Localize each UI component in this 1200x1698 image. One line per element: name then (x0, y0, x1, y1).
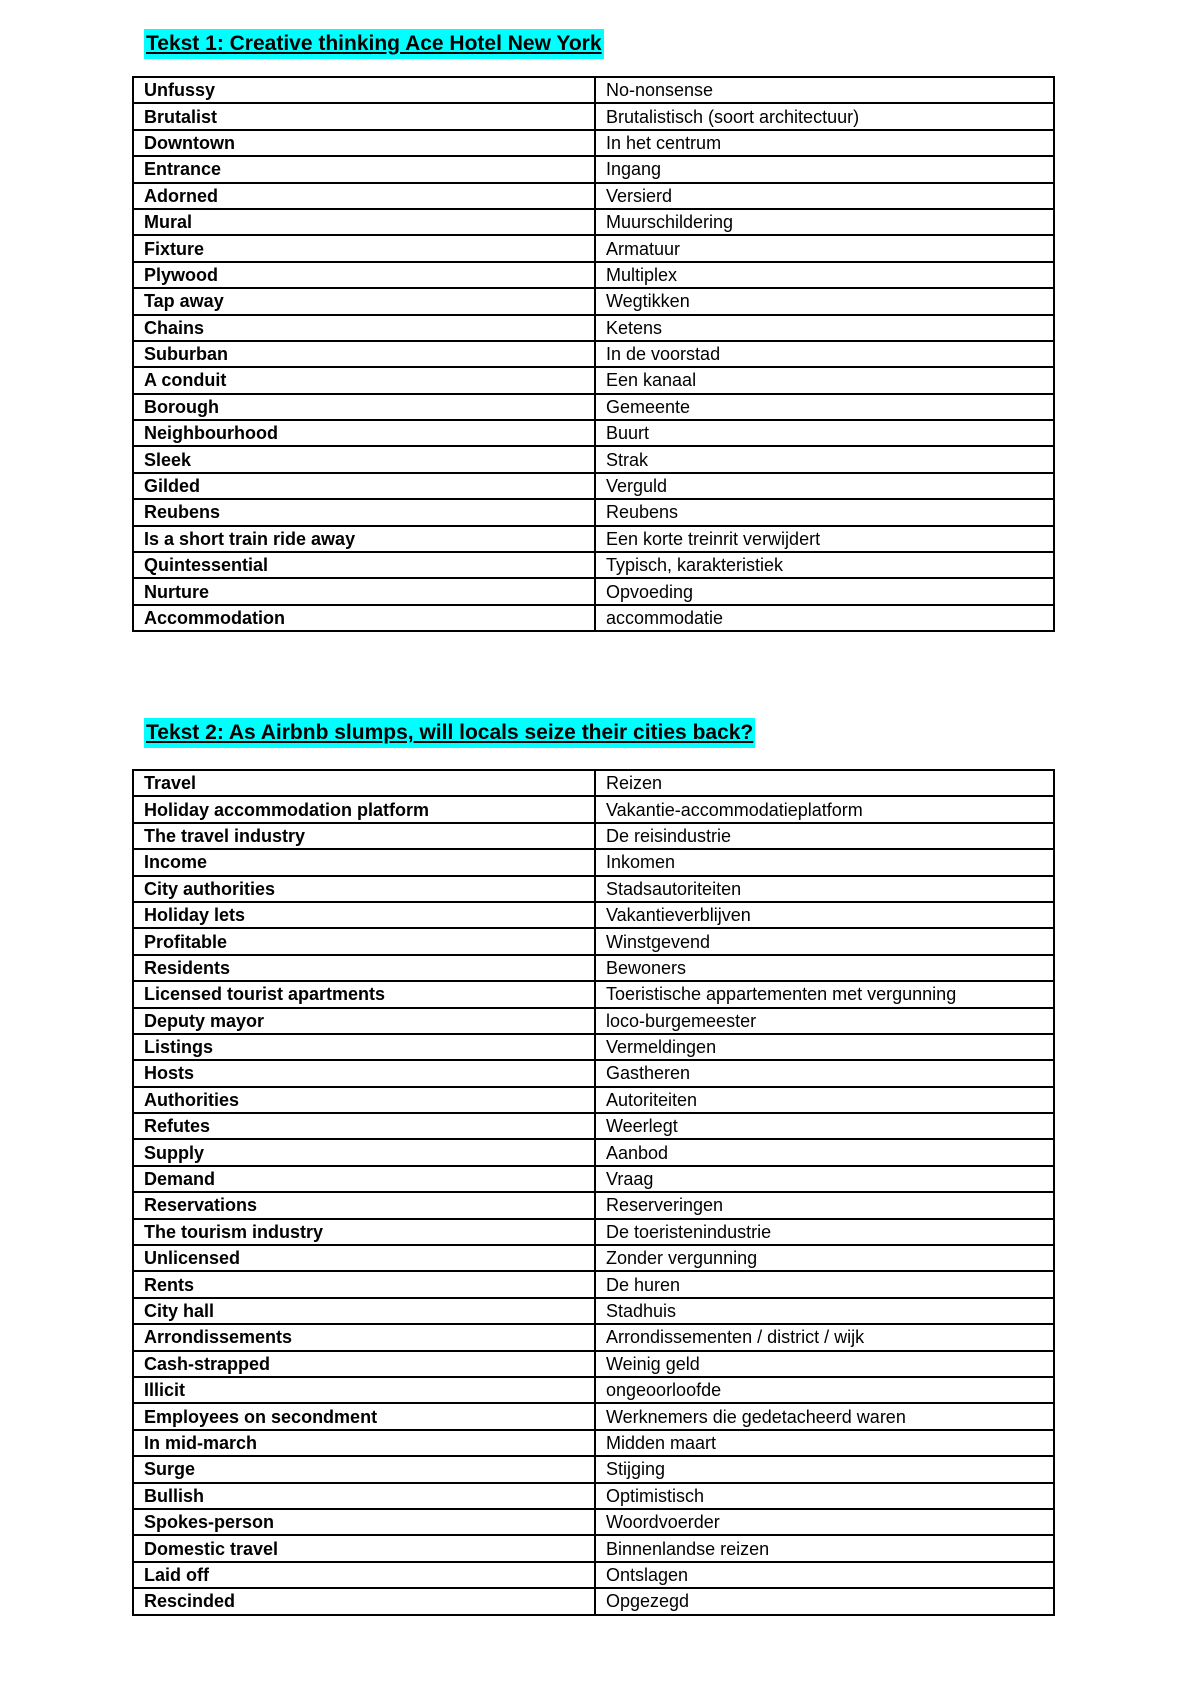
dutch-translation: Een korte treinrit verwijdert (595, 526, 1054, 552)
dutch-translation: accommodatie (595, 605, 1054, 631)
table-row (133, 394, 1054, 420)
table-row (133, 1113, 1054, 1139)
dutch-translation: Typisch, karakteristiek (595, 552, 1054, 578)
english-term: Refutes (133, 1113, 595, 1139)
english-term: Tap away (133, 288, 595, 314)
table-row (133, 770, 1054, 796)
table-row (133, 209, 1054, 235)
english-term: Illicit (133, 1377, 595, 1403)
english-term: Brutalist (133, 103, 595, 129)
table-row (133, 315, 1054, 341)
english-term: A conduit (133, 367, 595, 393)
table-row (133, 1192, 1054, 1218)
vocabulary-table-tekst-2 (132, 769, 1055, 1616)
vocabulary-table-tekst-1 (132, 76, 1055, 632)
dutch-translation: Woordvoerder (595, 1509, 1054, 1535)
dutch-translation: Strak (595, 446, 1054, 472)
english-term: Holiday lets (133, 902, 595, 928)
dutch-translation: Binnenlandse reizen (595, 1535, 1054, 1561)
table-row (133, 1324, 1054, 1350)
table-row (133, 1351, 1054, 1377)
english-term: Sleek (133, 446, 595, 472)
dutch-translation: Vraag (595, 1166, 1054, 1192)
dutch-translation: Multiplex (595, 262, 1054, 288)
english-term: Domestic travel (133, 1535, 595, 1561)
dutch-translation: Vakantie-accommodatieplatform (595, 796, 1054, 822)
table-row (133, 1456, 1054, 1482)
table-row (133, 1377, 1054, 1403)
dutch-translation: Buurt (595, 420, 1054, 446)
table-row (133, 1087, 1054, 1113)
dutch-translation: Weinig geld (595, 1351, 1054, 1377)
table-row (133, 605, 1054, 631)
table-row (133, 1166, 1054, 1192)
english-term: Rents (133, 1271, 595, 1297)
dutch-translation: Reizen (595, 770, 1054, 796)
section-title-tekst-2: Tekst 2: As Airbnb slumps, will locals seize their cities back? (144, 718, 755, 748)
english-term: Chains (133, 315, 595, 341)
dutch-translation: Gemeente (595, 394, 1054, 420)
table-row (133, 1483, 1054, 1509)
table-row (133, 1245, 1054, 1271)
english-term: Licensed tourist apartments (133, 981, 595, 1007)
table-row (133, 1298, 1054, 1324)
table-row (133, 1060, 1054, 1086)
english-term: Unfussy (133, 77, 595, 103)
english-term: City authorities (133, 876, 595, 902)
dutch-translation: Aanbod (595, 1139, 1054, 1165)
english-term: Unlicensed (133, 1245, 595, 1271)
dutch-translation: No-nonsense (595, 77, 1054, 103)
english-term: Travel (133, 770, 595, 796)
table-row (133, 367, 1054, 393)
dutch-translation: Vakantieverblijven (595, 902, 1054, 928)
dutch-translation: Stadsautoriteiten (595, 876, 1054, 902)
english-term: Profitable (133, 928, 595, 954)
table-row (133, 526, 1054, 552)
dutch-translation: De reisindustrie (595, 823, 1054, 849)
table-row (133, 262, 1054, 288)
english-term: Laid off (133, 1562, 595, 1588)
dutch-translation: Verguld (595, 473, 1054, 499)
table-row (133, 823, 1054, 849)
english-term: In mid-march (133, 1430, 595, 1456)
english-term: Income (133, 849, 595, 875)
english-term: Nurture (133, 578, 595, 604)
dutch-translation: Wegtikken (595, 288, 1054, 314)
table-row (133, 341, 1054, 367)
table-row (133, 77, 1054, 103)
dutch-translation: Arrondissementen / district / wijk (595, 1324, 1054, 1350)
table-row (133, 1535, 1054, 1561)
dutch-translation: In het centrum (595, 130, 1054, 156)
english-term: Entrance (133, 156, 595, 182)
english-term: Reubens (133, 499, 595, 525)
english-term: Listings (133, 1034, 595, 1060)
table-row (133, 235, 1054, 261)
english-term: Plywood (133, 262, 595, 288)
english-term: Accommodation (133, 605, 595, 631)
dutch-translation: Reserveringen (595, 1192, 1054, 1218)
english-term: Arrondissements (133, 1324, 595, 1350)
table-row (133, 796, 1054, 822)
english-term: Bullish (133, 1483, 595, 1509)
english-term: Demand (133, 1166, 595, 1192)
english-term: Authorities (133, 1087, 595, 1113)
english-term: The travel industry (133, 823, 595, 849)
dutch-translation: Reubens (595, 499, 1054, 525)
table-row (133, 499, 1054, 525)
table-row (133, 981, 1054, 1007)
english-term: Deputy mayor (133, 1008, 595, 1034)
dutch-translation: Een kanaal (595, 367, 1054, 393)
english-term: Cash-strapped (133, 1351, 595, 1377)
english-term: Rescinded (133, 1588, 595, 1614)
dutch-translation: Armatuur (595, 235, 1054, 261)
dutch-translation: Stadhuis (595, 1298, 1054, 1324)
table-row (133, 1588, 1054, 1614)
dutch-translation: Weerlegt (595, 1113, 1054, 1139)
table-row (133, 928, 1054, 954)
dutch-translation: Zonder vergunning (595, 1245, 1054, 1271)
english-term: Surge (133, 1456, 595, 1482)
english-term: Supply (133, 1139, 595, 1165)
table-row (133, 1562, 1054, 1588)
dutch-translation: Stijging (595, 1456, 1054, 1482)
english-term: Holiday accommodation platform (133, 796, 595, 822)
table-row (133, 420, 1054, 446)
english-term: Mural (133, 209, 595, 235)
table-row (133, 103, 1054, 129)
table-row (133, 183, 1054, 209)
english-term: The tourism industry (133, 1219, 595, 1245)
english-term: Downtown (133, 130, 595, 156)
dutch-translation: Muurschildering (595, 209, 1054, 235)
dutch-translation: Werknemers die gedetacheerd waren (595, 1403, 1054, 1429)
table-row (133, 1430, 1054, 1456)
dutch-translation: Midden maart (595, 1430, 1054, 1456)
table-row (133, 955, 1054, 981)
dutch-translation: ongeoorloofde (595, 1377, 1054, 1403)
english-term: Gilded (133, 473, 595, 499)
table-row (133, 1008, 1054, 1034)
table-row (133, 156, 1054, 182)
dutch-translation: In de voorstad (595, 341, 1054, 367)
dutch-translation: Bewoners (595, 955, 1054, 981)
english-term: Residents (133, 955, 595, 981)
dutch-translation: Optimistisch (595, 1483, 1054, 1509)
table-row (133, 130, 1054, 156)
english-term: Hosts (133, 1060, 595, 1086)
dutch-translation: Inkomen (595, 849, 1054, 875)
english-term: Neighbourhood (133, 420, 595, 446)
english-term: Fixture (133, 235, 595, 261)
dutch-translation: Vermeldingen (595, 1034, 1054, 1060)
table-row (133, 1403, 1054, 1429)
dutch-translation: Ketens (595, 315, 1054, 341)
table-row (133, 1139, 1054, 1165)
table-row (133, 288, 1054, 314)
table-row (133, 446, 1054, 472)
english-term: Spokes-person (133, 1509, 595, 1535)
dutch-translation: De huren (595, 1271, 1054, 1297)
english-term: Employees on secondment (133, 1403, 595, 1429)
dutch-translation: loco-burgemeester (595, 1008, 1054, 1034)
table-row (133, 902, 1054, 928)
english-term: Is a short train ride away (133, 526, 595, 552)
dutch-translation: Versierd (595, 183, 1054, 209)
english-term: Borough (133, 394, 595, 420)
table-row (133, 1219, 1054, 1245)
dutch-translation: Opgezegd (595, 1588, 1054, 1614)
dutch-translation: Opvoeding (595, 578, 1054, 604)
english-term: City hall (133, 1298, 595, 1324)
table-row (133, 473, 1054, 499)
dutch-translation: De toeristenindustrie (595, 1219, 1054, 1245)
table-row (133, 1271, 1054, 1297)
english-term: Reservations (133, 1192, 595, 1218)
english-term: Suburban (133, 341, 595, 367)
table-row (133, 1034, 1054, 1060)
table-row (133, 578, 1054, 604)
section-title-tekst-1: Tekst 1: Creative thinking Ace Hotel New York (144, 29, 604, 59)
table-row (133, 552, 1054, 578)
table-row (133, 876, 1054, 902)
dutch-translation: Ingang (595, 156, 1054, 182)
table-row (133, 849, 1054, 875)
dutch-translation: Ontslagen (595, 1562, 1054, 1588)
dutch-translation: Gastheren (595, 1060, 1054, 1086)
dutch-translation: Brutalistisch (soort architectuur) (595, 103, 1054, 129)
english-term: Quintessential (133, 552, 595, 578)
table-row (133, 1509, 1054, 1535)
english-term: Adorned (133, 183, 595, 209)
dutch-translation: Toeristische appartementen met vergunning (595, 981, 1054, 1007)
dutch-translation: Autoriteiten (595, 1087, 1054, 1113)
dutch-translation: Winstgevend (595, 928, 1054, 954)
